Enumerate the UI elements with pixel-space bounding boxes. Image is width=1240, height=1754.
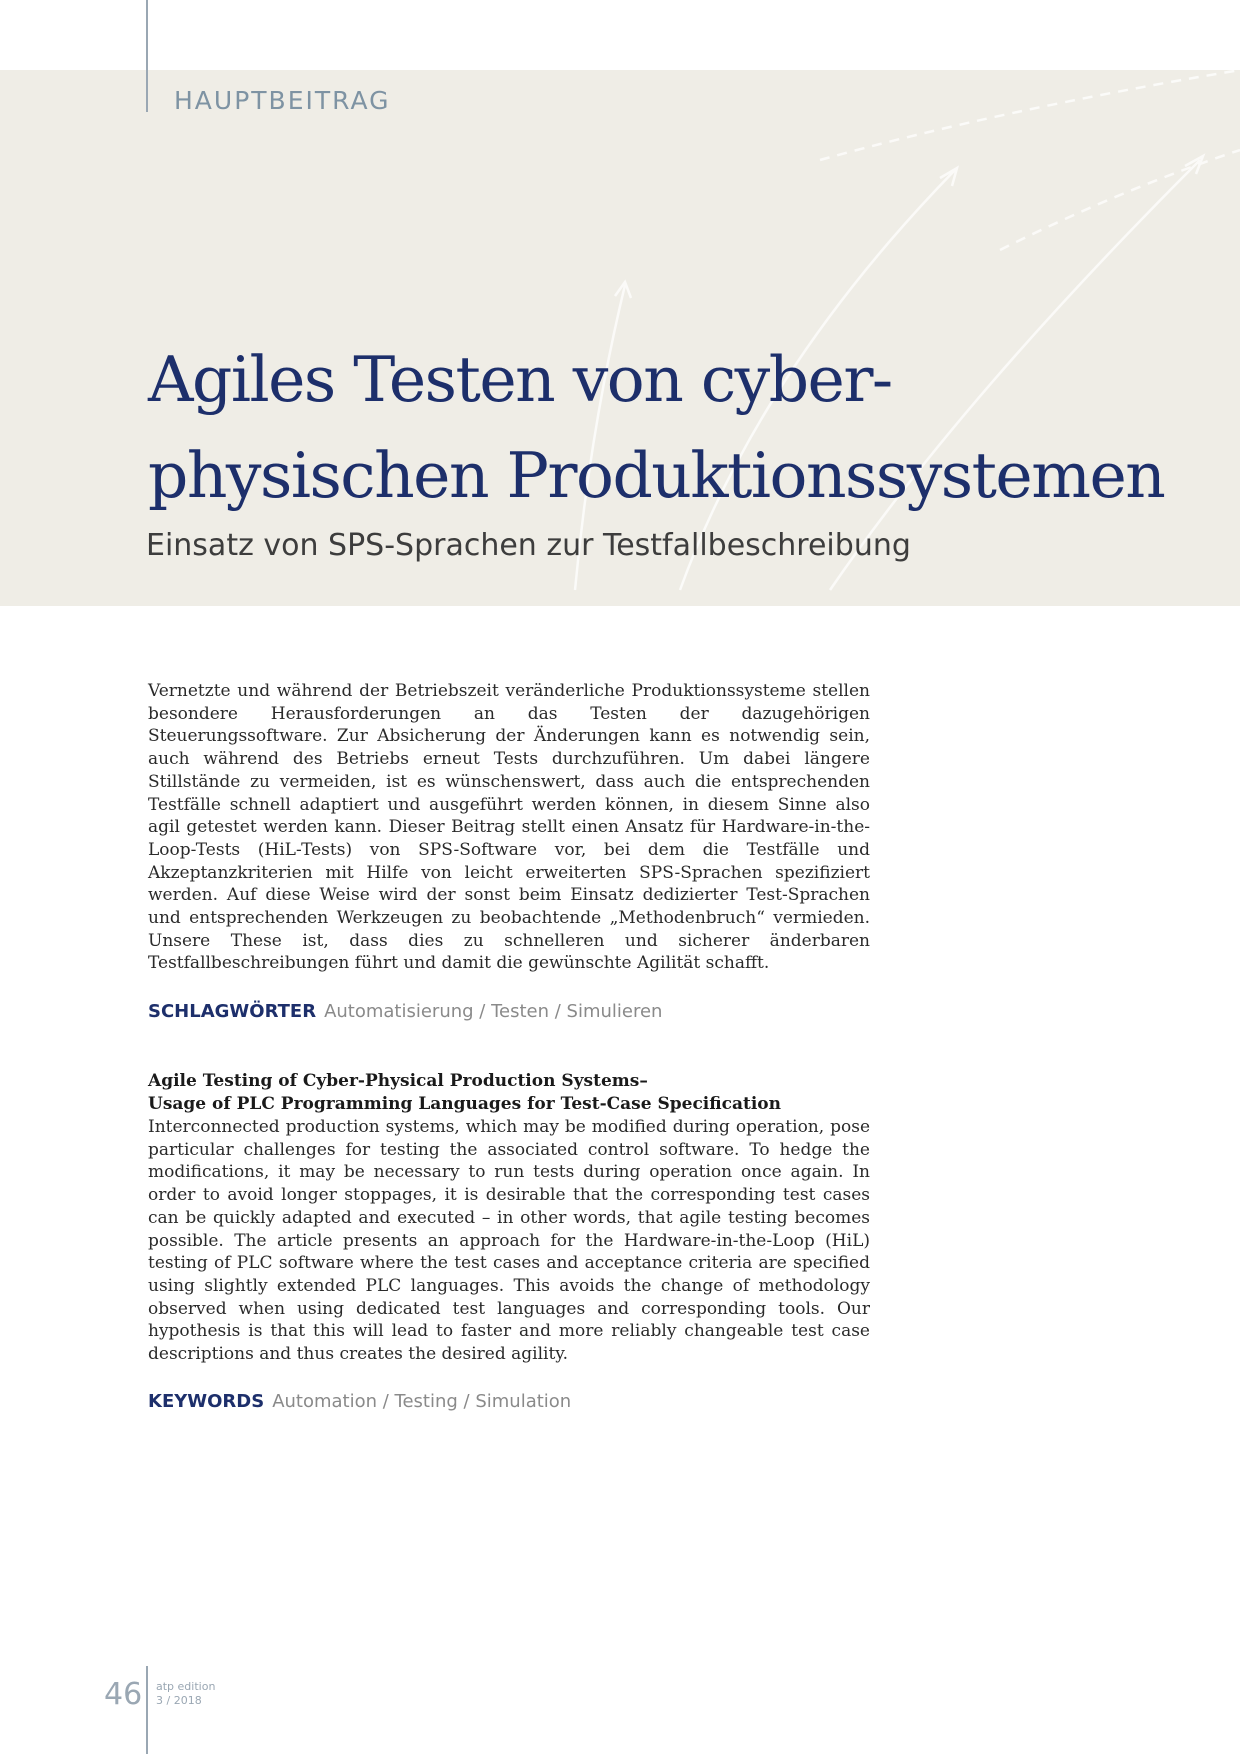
publication-name: atp edition [156, 1680, 216, 1693]
section-label: HAUPTBEITRAG [174, 86, 391, 115]
publication-issue: 3 / 2018 [156, 1694, 202, 1707]
title-line-1: Agiles Testen von cyber- [148, 343, 892, 416]
article-title [148, 332, 1228, 524]
abstract-english: Interconnected production systems, which may be modified during operation, pose particular challenges for testing the associated control software. To hedge the modifications, it may be necessary to run tests during operation once again. In order to avoid longer stoppages, it is desirable that the corresponding test cases can be quickly adapted and executed – in other words, that agile testing becomes possible. The article presents an approach for the Hardware-in-the-Loop (HiL) testing of PLC software where the test cases and acceptance criteria are specified using slightly extended PLC languages. This avoids the change of methodology observed when using dedicated test languages and corresponding tools. Our hypothesis is that this will lead to faster and more reliably changeable test case descriptions and thus creates the desired agility. [148, 1117, 870, 1365]
keywords-list: Automation / Testing / Simulation [272, 1391, 572, 1412]
english-title-line-2: Usage of PLC Programming Languages for Test-Case Specification [148, 1093, 782, 1114]
publication-info [156, 1680, 215, 1708]
vertical-rule-top [146, 0, 148, 112]
page-number: 46 [104, 1677, 143, 1712]
keywords-label: KEYWORDS [148, 1391, 265, 1412]
title-line-2: physischen Produktionssystemen [148, 439, 1165, 512]
keywords-list: Automatisierung / Testen / Simulieren [324, 1001, 663, 1022]
keywords-german [148, 1001, 662, 1022]
abstract-german: Vernetzte und während der Betriebszeit veränderliche Produktionssysteme stellen besondere Herausforderungen an das Testen der dazugehörigen Steuerungssoftware. Zur Absicherung der Änderungen kann es notwendig sein, auch während des Betriebs erneut Tests durchzuführen. Um dabei längere Stillstände zu vermeiden, ist es wünschenswert, dass auch die entsprechenden Testfälle schnell adaptiert und ausgeführt werden können, in diesem Sinne also agil getestet werden kann. Dieser Beitrag stellt einen Ansatz für Hardware-in-the-Loop-Tests (HiL-Tests) von SPS-Software vor, bei dem die Testfälle und Akzeptanzkriterien mit Hilfe von leicht erweiterten SPS-Sprachen spezifiziert werden. Auf diese Weise wird der sonst beim Einsatz dedizierter Test-Sprachen und entsprechenden Werkzeugen zu beobachtende „Methodenbruch“ vermieden. Unsere These ist, dass dies zu schnelleren und sicherer änderbaren Testfallbeschreibungen führt und damit die gewünschte Agilität schafft. [148, 681, 870, 974]
vertical-rule-bottom [146, 1666, 148, 1754]
keywords-label: SCHLAGWÖRTER [148, 1001, 317, 1022]
english-title-line-1: Agile Testing of Cyber-Physical Production Systems– [148, 1071, 648, 1091]
article-subtitle: Einsatz von SPS-Sprachen zur Testfallbeschreibung [146, 528, 911, 563]
keywords-english [148, 1391, 571, 1412]
english-title [148, 1070, 870, 1115]
